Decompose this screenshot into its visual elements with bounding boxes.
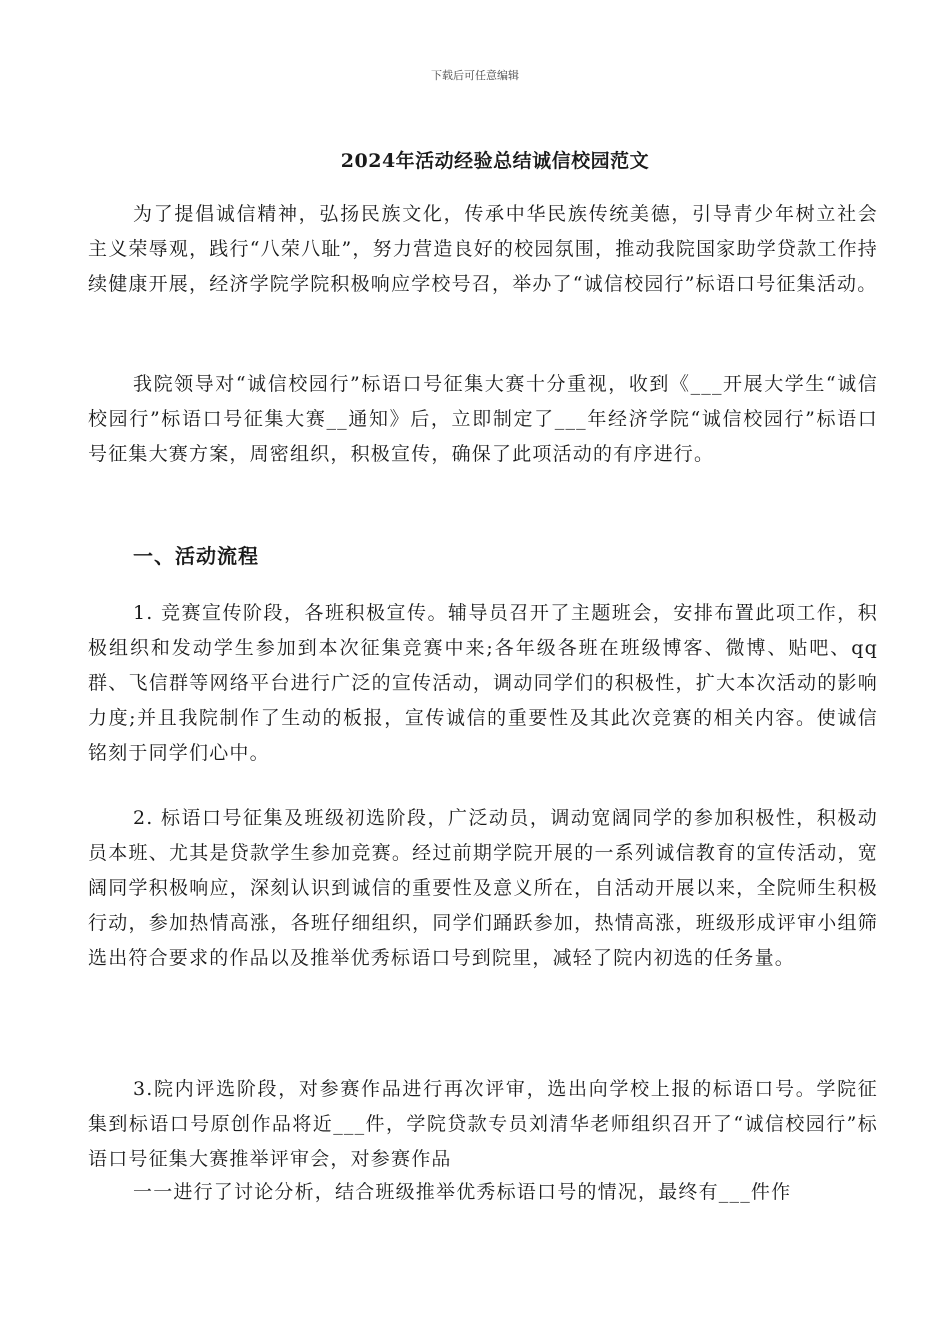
header-note: 下载后可任意编辑 bbox=[431, 69, 519, 82]
paragraph-continuation bbox=[88, 1175, 878, 1210]
paragraph-stage-2 bbox=[88, 801, 878, 976]
paragraph-intro bbox=[88, 197, 878, 302]
paragraph-stage-1 bbox=[88, 596, 878, 771]
paragraph-text: 我院领导对“诚信校园行”标语口号征集大赛十分重视，收到《___开展大学生“诚信校园行”标语口号征集大赛__通知》后，立即制定了___年经济学院“诚信校园行”标语口号征集大赛方案，周密组织，积极宣传，确保了此项活动的有序进行。 bbox=[88, 373, 878, 465]
paragraph-text: 3.院内评选阶段，对参赛作品进行再次评审，选出向学校上报的标语口号。学院征集到标语口号原创作品将近___件，学院贷款专员刘清华老师组织召开了“诚信校园行”标语口号征集大赛推举评审会，对参赛作品 bbox=[88, 1078, 878, 1170]
paragraph-text: 一一进行了讨论分析，结合班级推举优秀标语口号的情况，最终有___件作 bbox=[133, 1181, 792, 1203]
paragraph-leadership bbox=[88, 367, 878, 472]
paragraph-text: 为了提倡诚信精神，弘扬民族文化，传承中华民族传统美德，引导青少年树立社会主义荣辱观，践行“八荣八耻”，努力营造良好的校园氛围，推动我院国家助学贷款工作持续健康开展，经济学院学院积极响应学校号召，举办了“诚信校园行”标语口号征集活动。 bbox=[88, 203, 878, 295]
section-heading: 一、活动流程 bbox=[133, 544, 259, 568]
paragraph-text: 2. 标语口号征集及班级初选阶段，广泛动员，调动宽阔同学的参加积极性，积极动员本班、尤其是贷款学生参加竞赛。经过前期学院开展的一系列诚信教育的宣传活动，宽阔同学积极响应，深刻认识到诚信的重要性及意义所在，自活动开展以来，全院师生积极行动，参加热情高涨，各班仔细组织，同学们踊跃参加，热情高涨，班级形成评审小组筛选出符合要求的作品以及推举优秀标语口号到院里，减轻了院内初选的任务量。 bbox=[88, 807, 878, 969]
paragraph-stage-3 bbox=[88, 1072, 878, 1177]
paragraph-text: 1. 竞赛宣传阶段，各班积极宣传。辅导员召开了主题班会，安排布置此项工作，积极组织和发动学生参加到本次征集竞赛中来;各年级各班在班级博客、微博、贴吧、qq群、飞信群等网络平台进行广泛的宣传活动，调动同学们的积极性，扩大本次活动的影响力度;并且我院制作了生动的板报，宣传诚信的重要性及其此次竞赛的相关内容。使诚信铭刻于同学们心中。 bbox=[88, 602, 878, 764]
document-title: 2024年活动经验总结诚信校园范文 bbox=[340, 150, 650, 172]
